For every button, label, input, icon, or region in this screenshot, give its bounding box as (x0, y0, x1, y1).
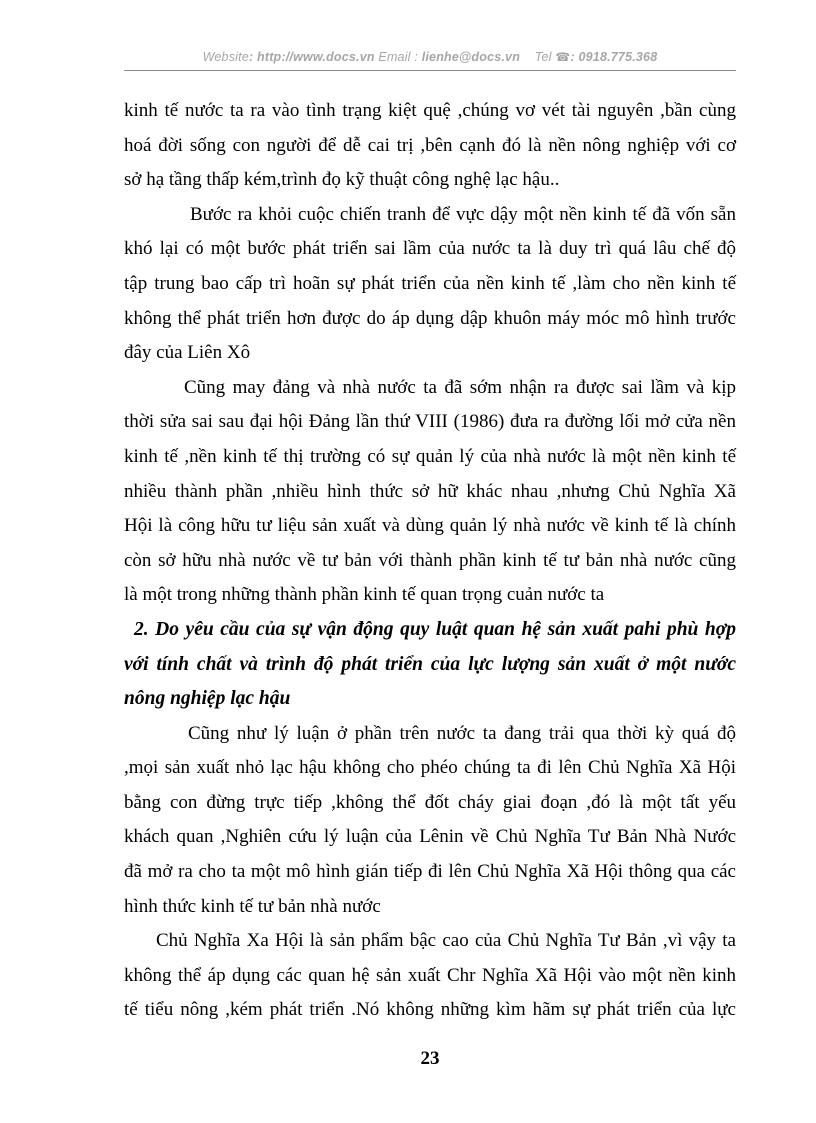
paragraph-4 (124, 717, 736, 925)
text-line: còn sở hữu nhà nước về tư bản với thành phần kinh tế tư bản nhà nước cũng (124, 549, 736, 571)
heading-line: 2. Do yêu cầu của sự vận động quy luật quan hệ sản xuất pahi phù hợp (134, 618, 736, 640)
text-line: hoá đời sống con người để dễ cai trị ,bên cạnh đó là nền nông nghiệp với cơ (124, 134, 736, 156)
text-line: không thể phát triển hơn được do áp dụng dập khuôn máy móc mô hình trước (124, 307, 736, 329)
text-line: Bước ra khỏi cuộc chiến tranh để vực dậy một nền kinh tế đã vốn sẵn (190, 203, 736, 225)
text-line: đã mở ra cho ta một mô hình gián tiếp đi lên Chủ Nghĩa Xã Hội thông qua các (124, 861, 736, 883)
text-line: Hội là công hữu tư liệu sản xuất và dùng quản lý nhà nước về kinh tế là chính (124, 515, 736, 537)
website-label: Website (202, 50, 249, 64)
text-line: kinh tế ,nền kinh tế thị trường có sự quản lý của nhà nước là một nền kinh tế (124, 445, 736, 467)
paragraph-3 (124, 371, 736, 613)
paragraph-1 (124, 94, 736, 198)
page-number: 23 (420, 1048, 440, 1069)
text-line: khách quan ,Nghiên cứu lý luận của Lênin về Chủ Nghĩa Tư Bản Nhà Nước (124, 826, 736, 848)
paragraph-2 (124, 198, 736, 371)
text-line: tập trung bao cấp trì hoãn sự phát triển của nền kinh tế ,làm cho nền kinh tế (124, 272, 736, 294)
text-line: thời sửa sai sau đại hội Đảng lần thứ VIII (1986) đưa ra đường lối mở cửa nền (124, 411, 736, 433)
text-line: sở hạ tầng thấp kém,trình đọ kỹ thuật công nghệ lạc hậu.. (124, 169, 560, 191)
document-body (124, 94, 736, 1028)
phone-value: 0918.775.368 (578, 50, 658, 64)
text-line: Cũng như lý luận ở phần trên nước ta đang trải qua thời kỳ quá độ (188, 722, 736, 744)
text-line: bằng con đừng trực tiếp ,không thể đốt cháy giai đoạn ,đó là một tất yếu (124, 791, 736, 813)
text-line: Chủ Nghĩa Xa Hội là sản phẩm bậc cao của Chủ Nghĩa Tư Bản ,vì vậy ta (156, 930, 736, 952)
text-line: ,mọi sản xuất nhỏ lạc hậu không cho phéo chúng ta đi lên Chủ Nghĩa Xã Hội (124, 757, 736, 779)
email-value[interactable]: lienhe@docs.vn (421, 50, 521, 64)
text-line: kinh tế nước ta ra vào tình trạng kiệt quệ ,chúng vơ vét tài nguyên ,bần cùng (124, 100, 736, 121)
heading-line: nông nghiệp lạc hậu (124, 688, 291, 710)
text-line: hình thức kinh tế tư bản nhà nước (124, 895, 381, 917)
section-heading (124, 613, 736, 717)
website-url[interactable]: http://www.docs.vn (257, 50, 375, 64)
paragraph-5 (124, 924, 736, 1028)
text-line: khó lại có một bước phát triển sai lầm của nước ta là duy trì quá lâu chế độ (124, 238, 736, 260)
text-line: nhiều thành phần ,nhiều hình thức sở hữ khác nhau ,nhưng Chủ Nghĩa Xã (124, 480, 736, 502)
text-line: Cũng may đảng và nhà nước ta đã sớm nhận ra được sai lầm và kịp (184, 376, 736, 398)
page-header: Website: http://www.docs.vn Email : lienhe@docs.vn Tel ☎: 0918.775.368 (202, 50, 658, 64)
text-line: không thể áp dụng các quan hệ sản xuất Chr Nghĩa Xã Hội vào một nền kinh (124, 964, 736, 986)
heading-line: với tính chất và trình độ phát triển của lực lượng sản xuất ở một nước (124, 653, 736, 675)
phone-icon: ☎ (555, 50, 571, 64)
email-label: Email : (378, 50, 419, 64)
text-line: tế tiểu nông ,kém phát triển .Nó không những kìm hãm sự phát triển của lực (124, 999, 736, 1021)
tel-label: Tel (534, 50, 552, 64)
text-line: đây của Liên Xô (124, 342, 251, 364)
header-divider (124, 70, 736, 71)
text-line: là một trong những thành phần kinh tế quan trọng cuản nước ta (124, 584, 605, 606)
